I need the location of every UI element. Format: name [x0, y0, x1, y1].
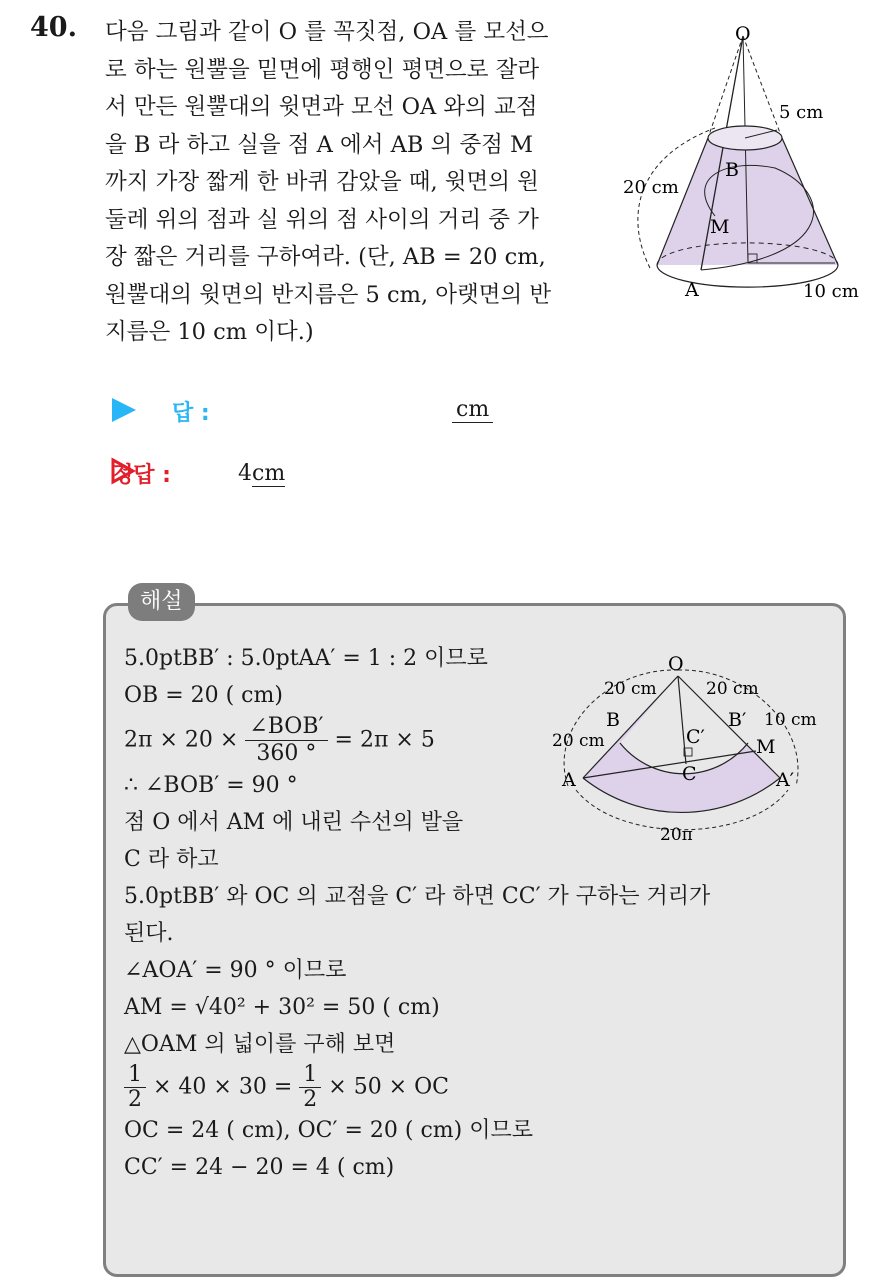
- question-text: [105, 14, 605, 352]
- key-answer-number: 4: [238, 461, 252, 486]
- label-b: B: [725, 159, 739, 181]
- label-c: C: [682, 763, 697, 785]
- eq2-f1-numerator: 1: [124, 1063, 146, 1088]
- key-answer-label: 정답 :: [112, 463, 171, 488]
- question-line: 다음 그림과 같이 O 를 꼭짓점, OA 를 모선으: [105, 19, 549, 45]
- solution-line: 5.0ptBB′ 와 OC 의 교점을 C′ 라 하면 CC′ 가 구하는 거리가: [124, 884, 711, 909]
- label-o: O: [735, 23, 751, 45]
- question-line: 을 B 라 하고 실을 점 A 에서 AB 의 중점 M: [105, 131, 534, 158]
- solution-line: AM = √40² + 30² = 50 ( cm): [124, 995, 440, 1020]
- label-top-radius: 5 cm: [779, 102, 824, 123]
- eq1-numerator: ∠BOB′: [245, 714, 327, 741]
- label-len-2: 20 cm: [706, 679, 759, 699]
- question-number: 40.: [30, 12, 77, 43]
- eq1-right: = 2π × 5: [334, 727, 435, 753]
- label-m: M: [756, 736, 776, 758]
- eq2-f1-denominator: 2: [128, 1087, 142, 1112]
- cone-edge-left: [708, 36, 743, 138]
- cone-edge-right: [743, 36, 782, 138]
- question-line: 둘레 위의 점과 실 위의 점 사이의 거리 중 가: [105, 206, 539, 233]
- frustum-figure: [615, 18, 877, 308]
- eq2-right: × 50 × OC: [328, 1074, 449, 1100]
- solution-line: ∠AOA′ = 90 ° 이므로: [124, 958, 347, 983]
- net-figure: [548, 648, 832, 848]
- question-line: 까지 가장 짧게 한 바퀴 감았을 때, 윗면의 원: [105, 169, 539, 195]
- question-line: 지름은 10 cm 이다.): [105, 319, 314, 345]
- label-b: B: [606, 709, 620, 731]
- play-icon: [112, 398, 136, 422]
- eq1-left: 2π × 20 ×: [124, 727, 239, 753]
- eq1-denominator: 360 °: [256, 741, 317, 766]
- solution-line: △OAM 의 넓이를 구해 보면: [124, 1032, 396, 1057]
- solution-equation-2: [124, 1063, 824, 1112]
- label-len-4: 10 cm: [764, 710, 817, 730]
- solution-line: OC = 24 ( cm), OC′ = 20 ( cm) 이므로: [124, 1118, 533, 1143]
- key-answer-value: [238, 461, 285, 486]
- label-a: A: [685, 279, 699, 301]
- label-o: O: [668, 653, 684, 675]
- label-c2: C′: [686, 726, 705, 748]
- label-bottom-radius: 10 cm: [803, 281, 859, 302]
- key-answer-unit: cm: [252, 461, 286, 486]
- solution-line: ∴ ∠BOB′ = 90 °: [124, 773, 298, 798]
- solution-line: C 라 하고: [124, 847, 219, 872]
- question-line: 로 하는 원뿔을 밑면에 평행인 평면으로 잘라: [105, 56, 540, 83]
- eq2-fraction-1: [124, 1063, 146, 1112]
- eq2-fraction-2: [299, 1063, 321, 1112]
- eq1-fraction: [245, 714, 327, 767]
- solution-line: 5.0ptBB′ : 5.0ptAA′ = 1 : 2 이므로: [124, 646, 488, 671]
- solution-line: OB = 20 ( cm): [124, 683, 283, 708]
- label-a: A: [562, 769, 576, 791]
- label-slant: 20 cm: [623, 177, 679, 198]
- label-arc: 20π: [660, 825, 693, 845]
- question-line: 원뿔대의 윗면의 반지름은 5 cm, 아랫면의 반: [105, 281, 552, 308]
- solution-line: CC′ = 24 − 20 = 4 ( cm): [124, 1155, 395, 1180]
- solution-line: 점 O 에서 AM 에 내린 수선의 발을: [124, 810, 464, 835]
- label-len-1: 20 cm: [604, 679, 657, 699]
- eq2-f2-denominator: 2: [303, 1087, 318, 1112]
- question-line: 서 만든 원뿔대의 윗면과 모선 OA 와의 교점: [105, 94, 538, 120]
- label-a2: A′: [776, 769, 795, 791]
- solution-line: 된다.: [124, 921, 174, 946]
- solution-tag: 해설: [128, 583, 195, 621]
- label-len-3: 20 cm: [552, 731, 605, 751]
- label-m: M: [710, 216, 730, 238]
- question-line: 장 짧은 거리를 구하여라. (단, AB = 20 cm,: [105, 244, 546, 270]
- label-b2: B′: [728, 709, 747, 731]
- eq2-middle: × 40 × 30 =: [153, 1074, 293, 1100]
- eq2-f2-numerator: 1: [299, 1063, 321, 1088]
- answer-unit: cm: [452, 398, 493, 423]
- answer-label: 답 :: [172, 401, 210, 426]
